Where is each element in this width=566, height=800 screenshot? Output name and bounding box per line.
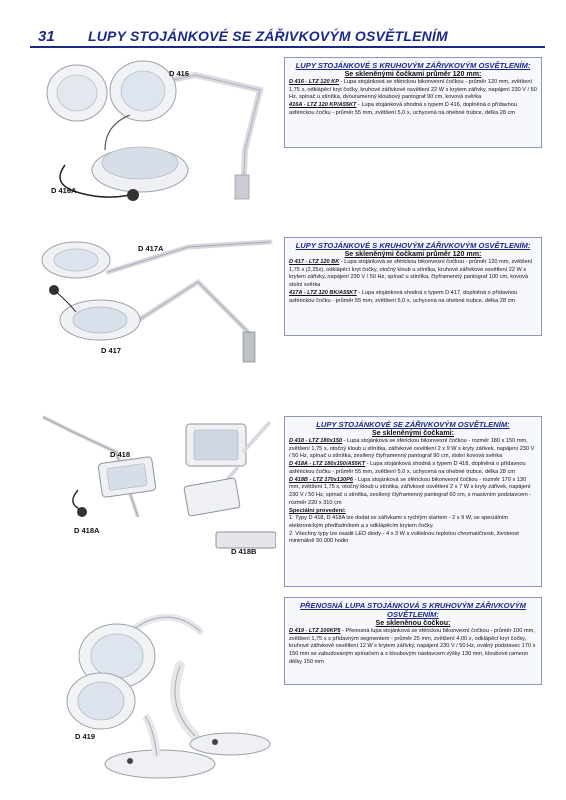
product-description [289,290,537,305]
product-text: - Lupa stojánková shodná s typem D 417, doplněná o přídavnou asférickou čočku - průměr 55 mm, zvětšení 5,0 x, uchycená na ohebné trubce, délka 28 cm [289,289,518,304]
note-item: 1. Typy D 418, D 418A lze dodat se zářivkami s rychlým startem - 2 x 9 W, se speciálním elektronickým předřadníkem a s odklápěcím krytem čočky. [289,515,509,530]
product-code: 417A - LTZ 120 BK/A55KT [289,289,357,296]
section-subtitle: Se skleněnými čočkami průměr 120 mm: [344,70,482,78]
header-rule [30,46,545,48]
section-subtitle: Se skleněnou čočkou: [375,619,451,627]
product-code: D 418B - LTZ 170x130P6 [289,476,353,483]
magnifier-lamp-illustration [45,596,277,781]
product-code-label: D 417 [101,346,122,355]
product-text: - Lupa stojánková se sférickou bikonvexní čočkou - rozměr 180 x 150 mm, zvětšení 1,75 x, otočný kloub u stínítka, zářivkové osvětlení 2 x 9 W s kryty zářivek, napájení 230 V / 50 Hz, spínač u stínítka, zesílený čtyřramenný pantograf 90 cm, stolní kovová svěrka [289,438,535,460]
section-title: LUPY STOJÁNKOVÉ SE ZÁŘIVKOVÝM OSVĚTLENÍM: [316,420,510,429]
page-number: 31 [38,28,55,45]
page-header [30,27,545,47]
section-title: LUPY STOJÁNKOVÉ S KRUHOVÝM ZÁŘIVKOVÝM OSVĚTLENÍM: [295,241,531,250]
product-text: - Lupa stojánková se sférickou bikonvexní čočkou - rozměr 170 x 130 mm, zvětšení 1,75 x, otočný kloub u stínítka, zářivkové osvětlení 2 x 7 W s kryty zářivek, napájení 230 V / 50 Hz, spínač u stínítka, zesílený čtyřramenný pantograf 60 cm, s masivním podstavcem - rozměr 220 x 310 cm [289,476,532,506]
product-code: D 418 - LTZ 180x150 [289,438,343,444]
product-description [289,461,537,476]
product-code: D 416 - LTZ 120 KP [289,79,339,85]
product-section-d419 [284,597,542,685]
product-description [289,628,537,667]
product-text: - Lupa stojánková se sférickou bikonvexní čočkou - průměr 120 mm, zvětšení 1,75 x (2,25x), odklápěcí kryt čočky, otočný kloub u stínítka, kruhové zářivkové osvětlení 22 W s krytem zářivky, napájení 230 V / 50 Hz, spínač u stínítka, čtyřramenný pantograf 100 cm, kovová stolní svěrka [289,259,533,289]
product-text: - Přenosná lupa stojánková se sférickou bikonvexní čočkou - průměr 100 mm, zvětšení 1,75 x s přídavným segmentem - průměr 25 mm, zvětšení 4,00 x, odklápěcí kryt čočky, kruhové zářivkové osvětlení 12 W s krytem zářivky, napájení 230 V / 50 Hz, oválný podstavec 170 x 150 mm se zabudovaným spínačem a s kloubovým nástavcem výšky 130 mm, kloubové rameno délky 150 mm [289,628,536,665]
note-item: 2. Všechny typy lze osadit LED diody - 4 x 3 W s volitelnou teplotou chromatičnosti, životnost minimálně 50.000 hodin [289,530,519,545]
magnifier-lamp-illustration [38,412,276,562]
section-title: LUPY STOJÁNKOVÉ S KRUHOVÝM ZÁŘIVKOVÝM OSVĚTLENÍM: [295,61,531,70]
product-code-label: D 416 [169,69,190,78]
product-code-label: D 418 [110,450,131,459]
product-section-d418 [284,416,542,587]
product-code: D 417 - LTZ 120 BK [289,259,340,265]
product-text: - Lupa stojánková shodná s typem D 416, doplněná o přídavnou asférickou čočku - průměr 55 mm, zvětšení 5,0 x, uchycená na ohebné trubce, délka 28 cm [289,102,517,116]
product-code-label: D 418A [74,526,100,535]
product-code: 416A - LTZ 120 KP/A55KT [289,102,357,109]
product-description [289,79,537,102]
product-code: D 419 - LTZ 100KP5 [289,628,341,634]
product-image-d416 [45,55,275,205]
product-code-label: D 416A [51,186,77,195]
product-description [289,438,537,461]
product-section-d417 [284,237,542,336]
section-subtitle: Se skleněnými čočkami: [371,429,454,437]
section-title: PŘENOSNÁ LUPA STOJÁNKOVÁ S KRUHOVÝM ZÁŘIVKOVÝM OSVĚTLENÍM: [299,601,526,619]
product-code-label: D 419 [75,732,96,741]
product-code: D 418A - LTZ 180x150/A55KT [289,461,366,468]
section-subtitle: Se skleněnými čočkami průměr 120 mm: [344,250,482,258]
product-image-d419 [45,596,277,781]
product-code-label: D 417A [138,244,164,253]
page-title: LUPY STOJÁNKOVÉ SE ZÁŘIVKOVÝM OSVĚTLENÍM [88,28,448,44]
product-section-d416 [284,57,542,148]
product-code-label: D 418B [231,547,257,556]
product-image-d417 [38,232,274,370]
product-description [289,102,537,117]
product-description [289,477,537,508]
product-description [289,259,537,290]
product-text: - Lupa stojánková se sférickou bikonvexní čočkou - průměr 120 mm, zvětšení 1,75 x, odklápěcí kryt čočky, kruhové zářivkové osvětlení 22 W s krytem zářivky, napájení 230 V / 50 Hz, spínač u stínítka, dvouramenný kloubový pantograf 90 cm, kovová svěrka [289,79,537,101]
product-text: - Lupa stojánková shodná s typem D 418, doplněná o přídavnou asférickou čočku - průměr 55 mm, zvětšení 5,0 x, uchycená na ohebné trubce, délka 28 cm [289,461,526,475]
notes-heading: Speciální provedení: [289,508,346,515]
magnifier-lamp-illustration [45,55,275,205]
product-image-d418 [38,412,276,562]
